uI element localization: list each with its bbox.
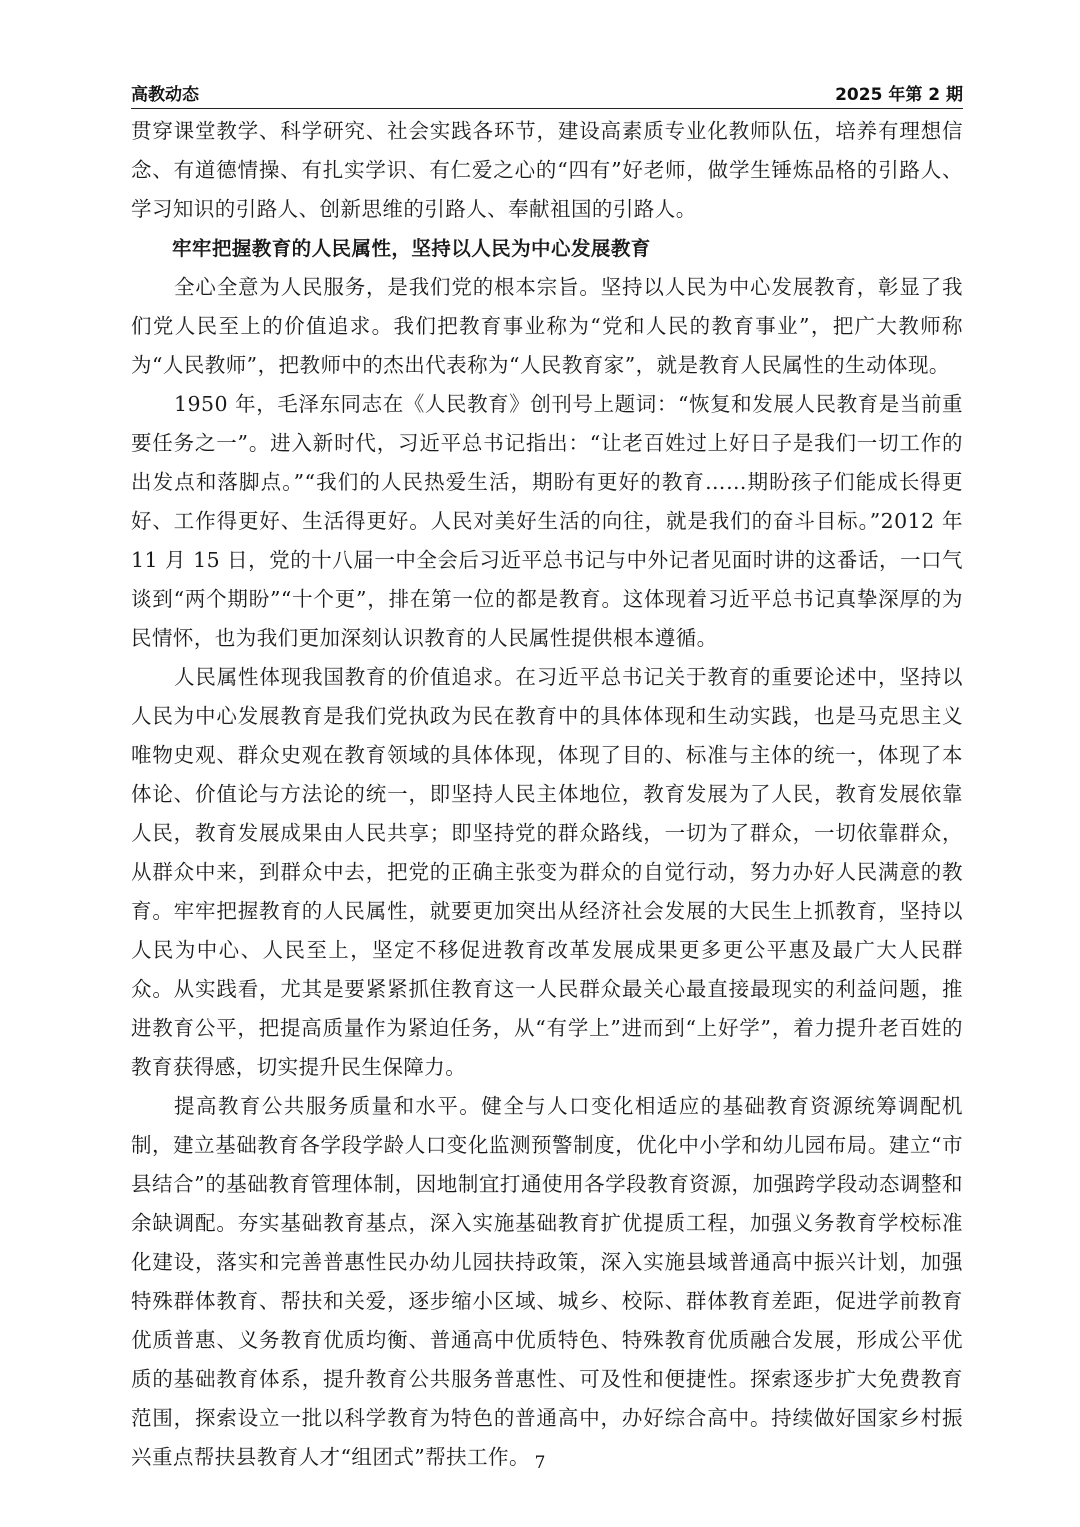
page-number: 7 [534,1453,546,1473]
running-header [131,76,963,109]
paragraph: 人民属性体现我国教育的价值追求。在习近平总书记关于教育的重要论述中，坚持以人民为中心发展教育是我们党执政为民在教育中的具体体现和生动实践，也是马克思主义唯物史观、群众史观在教育领域的具体体现，体现了目的、标准与主体的统一，体现了本体论、价值论与方法论的统一，即坚持人民主体地位，教育发展为了人民，教育发展依靠人民，教育发展成果由人民共享；即坚持党的群众路线，一切为了群众，一切依靠群众，从群众中来，到群众中去，把党的正确主张变为群众的自觉行动，努力办好人民满意的教育。牢牢把握教育的人民属性，就要更加突出从经济社会发展的大民生上抓教育，坚持以人民为中心、人民至上，坚定不移促进教育改革发展成果更多更公平惠及最广大人民群众。从实践看，尤其是要紧紧抓住教育这一人民群众最关心最直接最现实的利益问题，推进教育公平，把提高质量作为紧迫任务，从“有学上”进而到“上好学”，着力提升老百姓的教育获得感，切实提升民生保障力。 [131,665,963,1079]
paragraph-continued: 贯穿课堂教学、科学研究、社会实践各环节，建设高素质专业化教师队伍，培养有理想信念、有道德情操、有扎实学识、有仁爱之心的“四有”好老师，做学生锤炼品格的引路人、学习知识的引路人、创新思维的引路人、奉献祖国的引路人。 [131,119,963,221]
article-body [131,112,963,1477]
issue-label: 2025 年第 2 期 [835,85,963,105]
paragraph: 提高教育公共服务质量和水平。健全与人口变化相适应的基础教育资源统筹调配机制，建立基础教育各学段学龄人口变化监测预警制度，优化中小学和幼儿园布局。建立“市县结合”的基础教育管理体制，因地制宜打通使用各学段教育资源，加强跨学段动态调整和余缺调配。夯实基础教育基点，深入实施基础教育扩优提质工程，加强义务教育学校标准化建设，落实和完善普惠性民办幼儿园扶持政策，深入实施县域普通高中振兴计划，加强特殊群体教育、帮扶和关爱，逐步缩小区域、城乡、校际、群体教育差距，促进学前教育优质普惠、义务教育优质均衡、普通高中优质特色、特殊教育优质融合发展，形成公平优质的基础教育体系，提升教育公共服务普惠性、可及性和便捷性。探索逐步扩大免费教育范围，探索设立一批以科学教育为特色的普通高中，办好综合高中。持续做好国家乡村振兴重点帮扶县教育人才“组团式”帮扶工作。 [131,1094,963,1469]
journal-title: 高教动态 [131,85,199,105]
section-heading: 牢牢把握教育的人民属性，坚持以人民为中心发展教育 [171,237,651,260]
paragraph: 全心全意为人民服务，是我们党的根本宗旨。坚持以人民为中心发展教育，彰显了我们党人民至上的价值追求。我们把教育事业称为“党和人民的教育事业”，把广大教师称为“人民教师”，把教师中的杰出代表称为“人民教育家”，就是教育人民属性的生动体现。 [131,275,963,377]
paragraph: 1950 年，毛泽东同志在《人民教育》创刊号上题词：“恢复和发展人民教育是当前重要任务之一”。进入新时代，习近平总书记指出：“让老百姓过上好日子是我们一切工作的出发点和落脚点。”“我们的人民热爱生活，期盼有更好的教育……期盼孩子们能成长得更好、工作得更好、生活得更好。人民对美好生活的向往，就是我们的奋斗目标。”2012 年 11 月 15 日，党的十八届一中全会后习近平总书记与中外记者见面时讲的这番话，一口气谈到“两个期盼”“十个更”，排在第一位的都是教育。这体现着习近平总书记真挚深厚的为民情怀，也为我们更加深刻认识教育的人民属性提供根本遵循。 [131,392,963,650]
